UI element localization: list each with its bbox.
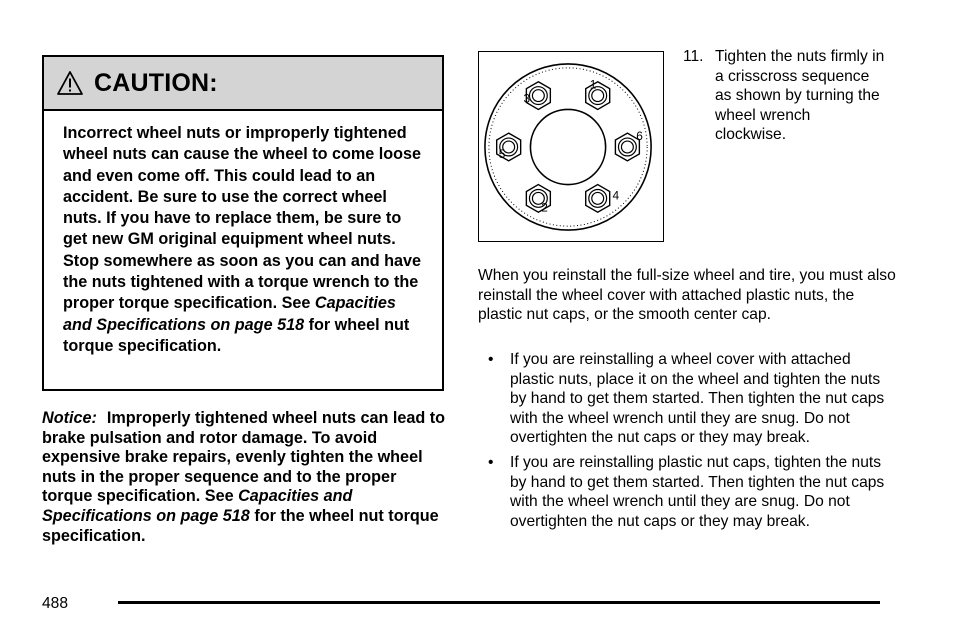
nut-label-5: 5 [498, 146, 506, 161]
step-11 [683, 47, 893, 145]
notice-paragraph [42, 409, 446, 546]
warning-triangle-icon [56, 70, 84, 96]
bullet-dot: • [488, 351, 494, 368]
nut-label-4: 4 [612, 188, 620, 203]
bullet-dot: • [488, 453, 494, 471]
notice-text: Improperly tightened wheel nuts can lead to brake pulsation and rotor damage. To avoid expensive brake repairs, evenly tighten the wheel nuts in the proper sequence and to the proper torque specification. See [42, 409, 446, 506]
reinstall-paragraph: When you reinstall the full-size wheel and tire, you must also reinstall the wheel cover with attached plastic nuts, the plastic nut caps, or the smooth center cap. [478, 267, 896, 324]
lug-nut [586, 185, 610, 213]
caution-header [44, 57, 442, 111]
notice-reference: Capacities and Specifications on page 518 [42, 487, 353, 525]
step-text: Tighten the nuts firmly in a crisscross sequence as shown by turning the wheel wrench clockwise. [715, 48, 885, 144]
caution-text-main: Incorrect wheel nuts or improperly tightened wheel nuts can cause the wheel to come loose and even come off. This could lead to an accident. Be sure to use the correct wheel nuts. If you have to replace them, be sure to get new GM original equipment wheel nuts. Stop somewhere as soon as you can and have the nuts tightened with a torque wrench to the proper torque specification. See [63, 124, 422, 313]
caution-reference: Capacities and Specifications on page 518 [63, 294, 396, 334]
caution-text [44, 111, 442, 357]
bullet-text: If you are reinstalling plastic nut caps, tighten the nuts by hand to get them started. Then tighten the nut caps with the wheel wrench until they are snug. Do not overtighten the nut caps or they may break. [510, 453, 885, 530]
bullet-item-nut-caps [478, 453, 898, 531]
nut-label-3: 3 [523, 91, 531, 106]
footer-rule [118, 601, 880, 604]
caution-text-end: for wheel nut torque specification. [63, 315, 410, 355]
nut-label-1: 1 [589, 77, 597, 92]
caution-title: CAUTION: [94, 68, 218, 97]
page-number: 488 [42, 595, 69, 612]
notice-text-end: for the wheel nut torque specification. [42, 506, 439, 545]
notice-label: Notice: [42, 409, 97, 427]
nut-label-2: 2 [541, 200, 548, 215]
wheel-diagram-svg [479, 52, 663, 241]
bullet-item-wheel-cover [478, 350, 898, 448]
wheel-center-hole [530, 109, 605, 184]
wheel-nut-sequence-diagram [478, 51, 664, 242]
nut-label-6: 6 [636, 129, 643, 144]
caution-box [42, 55, 444, 391]
step-number: 11. [683, 48, 704, 65]
reinstall-bullet-list [478, 350, 898, 536]
bullet-text: If you are reinstalling a wheel cover with attached plastic nuts, place it on the wheel and tighten the nuts by hand to get them started. Then tighten the nut caps with the wheel wrench until they are snug. Do not overtighten the nut caps or they may break. [510, 351, 885, 447]
